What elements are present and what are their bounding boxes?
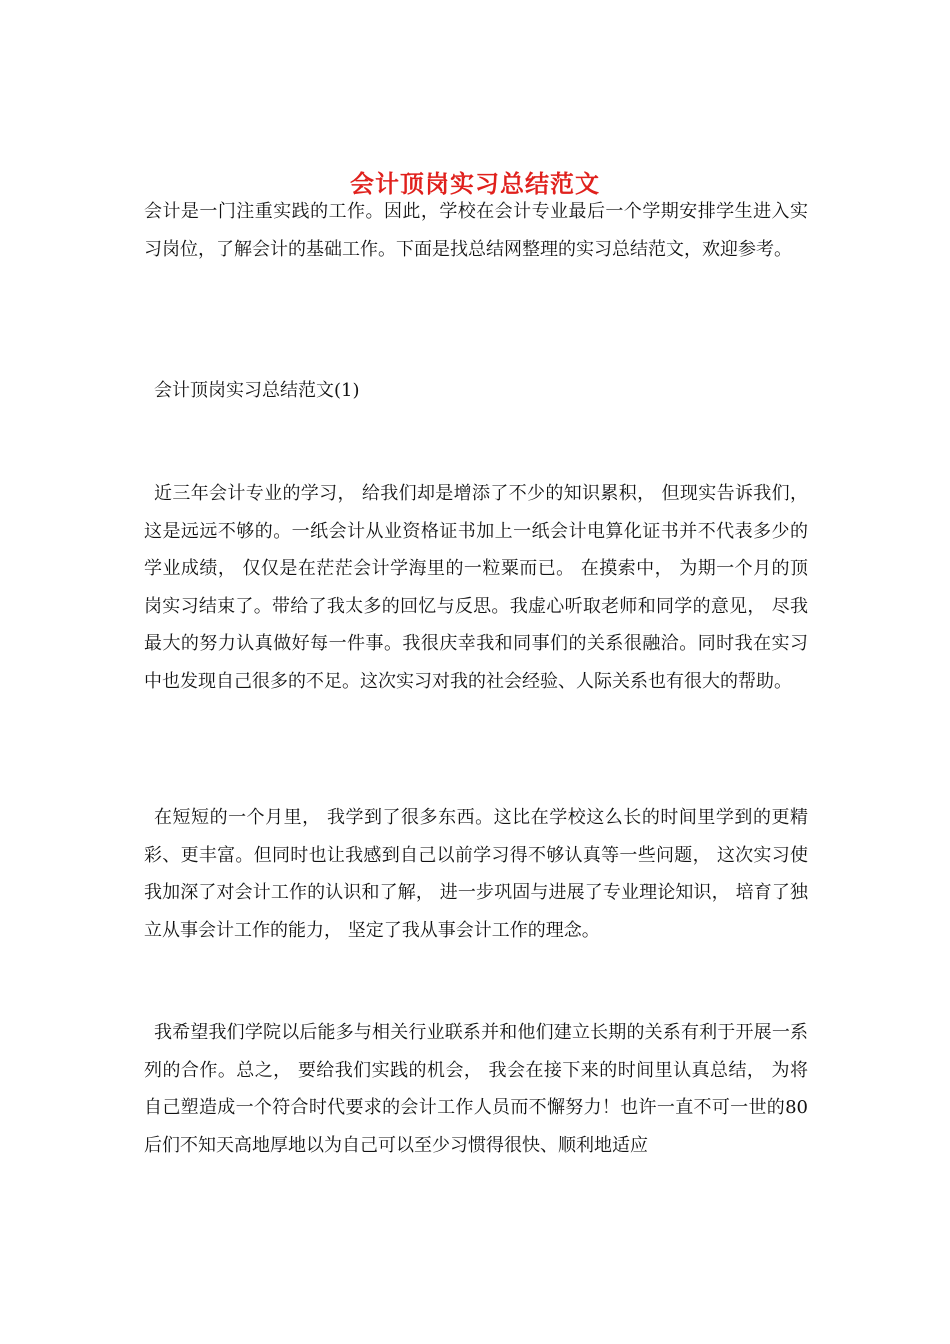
document-title: 会计顶岗实习总结范文: [350, 169, 600, 199]
body-paragraph-1: 近三年会计专业的学习， 给我们却是增添了不少的知识累积， 但现实告诉我们， 这是远远不够的。一纸会计从业资格证书加上一纸会计电算化证书并不代表多少的学业成绩， 仅仅是在茫茫会计学海里的一粒粟而已。 在摸索中， 为期一个月的顶岗实习结束了。带给了我太多的回忆与反思。我虚心听取老师和同学的意见， 尽我最大的努力认真做好每一件事。我很庆幸我和同事们的关系很融洽。同时我在实习中也发现自己很多的不足。这次实习对我的社会经验、人际关系也有很大的帮助。: [144, 483, 808, 692]
intro-paragraph: 会计是一门注重实践的工作。因此，学校在会计专业最后一个学期安排学生进入实习岗位，了解会计的基础工作。下面是找总结网整理的实习总结范文，欢迎参考。: [144, 201, 808, 260]
body-paragraph-2: 在短短的一个月里， 我学到了很多东西。这比在学校这么长的时间里学到的更精彩、更丰富。但同时也让我感到自己以前学习得不够认真等一些问题， 这次实习使我加深了对会计工作的认识和了解， 进一步巩固与进展了专业理论知识， 培育了独立从事会计工作的能力， 坚定了我从事会计工作的理念。: [144, 807, 808, 941]
body-paragraph-3: 我希望我们学院以后能多与相关行业联系并和他们建立长期的关系有利于开展一系列的合作。总之， 要给我们实践的机会， 我会在接下来的时间里认真总结， 为将自己塑造成一个符合时代要求的会计工作人员而不懈努力！也许一直不可一世的80后们不知天高地厚地以为自己可以至少习惯得很快、顺利地适应: [144, 1022, 808, 1156]
section-subheading: 会计顶岗实习总结范文(1): [154, 380, 360, 401]
